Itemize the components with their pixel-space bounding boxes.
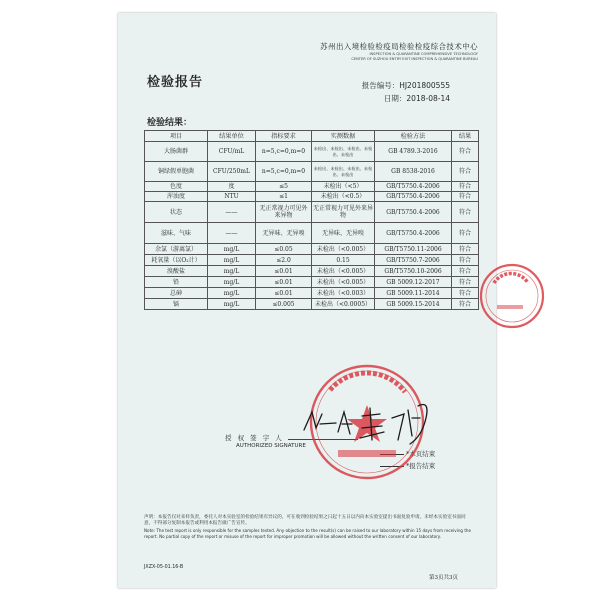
cell-item: 耗氧量（以O₂计） [145,255,208,266]
cell-method: GB/T5750.4-2006 [375,223,452,244]
page-number: 第3页共3页 [429,575,458,581]
cell-measured: 未检出（<0.005） [312,277,375,288]
cell-requirement: n=5,c=0,m=0 [256,142,312,162]
cell-requirement: n=5,c=0,m=0 [256,162,312,182]
header-unit: 结果单位 [208,131,256,142]
cell-item: 滋味、气味 [145,223,208,244]
report-end-text: 报告结束 [409,462,436,470]
cell-method: GB/T5750.10-2006 [375,266,452,277]
cell-method: GB 5009.11-2014 [375,288,452,299]
header-requirement: 指标要求 [256,131,312,142]
cell-method: GB 8538-2016 [375,162,452,182]
cell-item: 浑浊度 [145,192,208,202]
cell-result: 符合 [452,162,479,182]
cell-result: 符合 [452,142,479,162]
cell-unit: mg/L [208,288,256,299]
cell-measured: 未检出、未检出、未检出、未检出、未检出 [312,162,375,182]
cell-item: 镉 [145,299,208,310]
page-end-text: 本页结束 [409,450,436,458]
cell-unit: mg/L [208,244,256,255]
edge-seal-stamp [481,265,543,327]
cell-result: 符合 [452,244,479,255]
cell-result: 符合 [452,288,479,299]
cell-requirement: ≤1 [256,192,312,202]
cell-measured: 0.15 [312,255,375,266]
institute-name-en-2: CENTER OF SUZHOU ENTRY EXIT INSPECTION & QUARANTINE BUREAU [351,56,478,61]
cell-method: GB/T5750.4-2006 [375,202,452,223]
cell-result: 符合 [452,182,479,192]
cell-method: GB 5009.15-2014 [375,299,452,310]
report-title: 检验报告 [147,75,204,90]
header-result: 结果 [452,131,479,142]
cell-requirement: ≤0.01 [256,277,312,288]
cell-requirement: 无异味、无异嗅 [256,223,312,244]
cell-measured: 未检出（<0.003） [312,288,375,299]
cell-method: GB/T5750.7-2006 [375,255,452,266]
institute-name-en-1: INSPECTION & QUARANTINE COMPREHENSIVE TECHNOLOGY [369,52,478,56]
cell-requirement: ≤0.005 [256,299,312,310]
cell-method: GB/T5750.11-2006 [375,244,452,255]
cell-unit: CFU/mL [208,142,256,162]
cell-requirement: ≤0.01 [256,266,312,277]
cell-result: 符合 [452,299,479,310]
cell-result: 符合 [452,255,479,266]
cell-method: GB/T5750.4-2006 [375,192,452,202]
cell-measured: 未检出（<0.0005） [312,299,375,310]
cell-unit: —— [208,223,256,244]
official-seal-stamp [311,366,423,478]
cell-measured: 未检出（<5） [312,182,375,192]
cell-method: GB 4789.3-2016 [375,142,452,162]
cell-item: 铜绿假单胞菌 [145,162,208,182]
form-code: JXZX-05-01.16-B [144,565,184,570]
authorized-signature-label: AUTHORIZED SIGNATURE [236,443,306,449]
cell-unit: mg/L [208,299,256,310]
cell-result: 符合 [452,192,479,202]
cell-measured: 未检出（<0.005） [312,266,375,277]
cell-unit: mg/L [208,266,256,277]
cell-item: 大肠菌群 [145,142,208,162]
authorized-signer-label: 授 权 签 字 人 [225,434,284,442]
cell-result: 符合 [452,266,479,277]
institute-name-cn: 苏州出入境检验检疫局检验检疫综合技术中心 [320,42,478,51]
cell-requirement: ≤0.01 [256,288,312,299]
cell-requirement: 无正常视力可见外来异物 [256,202,312,223]
header-measured: 实测数据 [312,131,375,142]
cell-unit: mg/L [208,255,256,266]
cell-item: 铅 [145,277,208,288]
cell-requirement: ≤5 [256,182,312,192]
header-item: 项目 [145,131,208,142]
cell-method: GB/T5750.4-2006 [375,182,452,192]
cell-unit: 度 [208,182,256,192]
cell-unit: —— [208,202,256,223]
cell-item: 色度 [145,182,208,192]
cell-unit: NTU [208,192,256,202]
cell-item: 余氯（游离氯） [145,244,208,255]
cell-measured: 无正常视力可见外来异物 [312,202,375,223]
disclaimer-cn: 声明：本报告仅对来样负责，委托人对本实验室的检验结果有异议的，可在收到检验结果之日起十五日以内向本实验室提出书面复验申请。未经本实验室书面同意，不得部分复制本报告或利用本报告做广告宣传。 [144,515,466,527]
cell-item: 溴酸盐 [145,266,208,277]
cell-item: 总砷 [145,288,208,299]
cell-unit: mg/L [208,277,256,288]
cell-measured: 无异味、无异嗅 [312,223,375,244]
header-method: 检验方法 [375,131,452,142]
cell-measured: 未检出、未检出、未检出、未检出、未检出 [312,142,375,162]
cell-requirement: ≤0.05 [256,244,312,255]
results-label: 检验结果： [147,118,193,128]
report-date: 日期：2018-08-14 [383,94,450,103]
cell-result: 符合 [452,202,479,223]
cell-method: GB 5009.12-2017 [375,277,452,288]
page-end-mark: *本页结束 [406,450,436,458]
report-end-mark: *报告结束 [406,462,436,470]
cell-item: 状态 [145,202,208,223]
cell-requirement: ≤2.0 [256,255,312,266]
report-number: 报告编号：HJ201800555 [361,81,450,90]
cell-result: 符合 [452,277,479,288]
cell-result: 符合 [452,223,479,244]
cell-measured: 未检出（<0.5） [312,192,375,202]
cell-unit: CFU/250mL [208,162,256,182]
disclaimer-en: Note: The test report is only responsible for the samples tested. Any objection to the result(s) can be raised to our laboratory within 15 days from receiving the report. No partial copy of the report or misuse of the report for improper promotion will be allowed without the written consent of our laboratory. [144,527,472,540]
cell-measured: 未检出（<0.005） [312,244,375,255]
